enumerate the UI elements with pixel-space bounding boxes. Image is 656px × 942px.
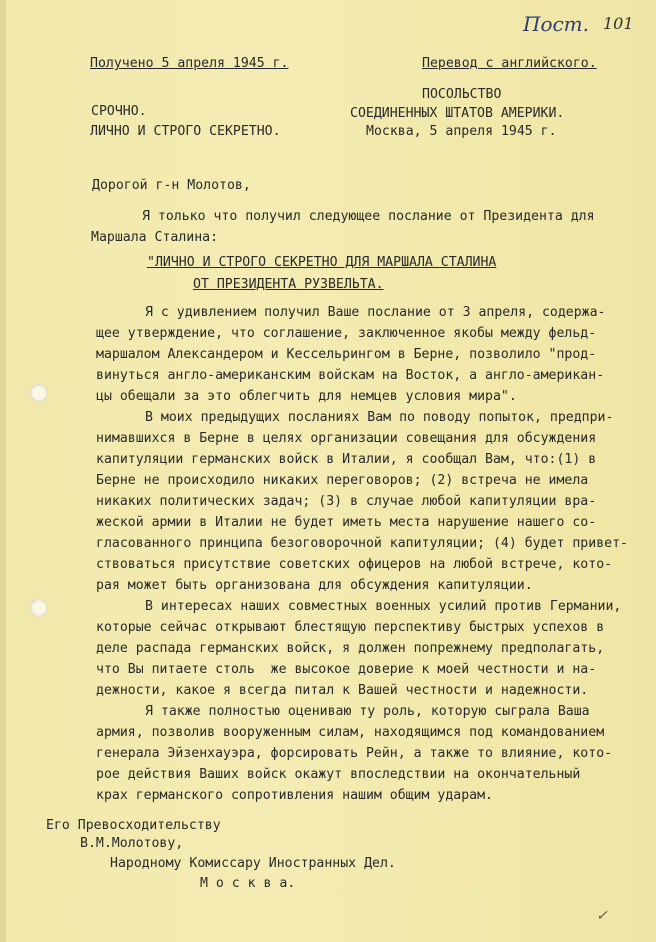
body-line: Я также полностью оцениваю ту роль, которую сыграла Ваша (145, 704, 590, 719)
body-line: никаких политических задач; (3) в случае любой капитуляции вра- (96, 494, 597, 509)
page-number: 101 (603, 14, 634, 33)
translation-note: Перевод с английского. (422, 56, 597, 71)
body-line: которые сейчас открывают блестящую перспективу быстрых успехов в (96, 620, 605, 635)
classification-label: ЛИЧНО И СТРОГО СЕКРЕТНО. (90, 124, 281, 139)
body-line: дежности, какое я всегда питал к Вашей честности и надежности. (96, 683, 589, 698)
body-line: маршалом Александером и Кессельрингом в Берне, позволило "прод- (96, 347, 597, 362)
body-line: что Вы питаете столь же высокое доверие к моей честности и на- (96, 662, 597, 677)
body-line: нимавшихся в Берне в целях организации совещания для обсуждения (96, 431, 597, 446)
body-line: Я с удивлением получил Ваше послание от 3 апреля, содержа- (145, 305, 606, 320)
handwritten-note: Пост. (523, 12, 590, 36)
addressee-line: Его Превосходительству (46, 818, 221, 833)
salutation: Дорогой г-н Молотов, (92, 178, 251, 193)
body-line: винуться англо-американским войскам на Восток, а англо-американ- (96, 368, 605, 383)
body-line: Берне не происходило никаких переговоров; (2) встреча не имела (96, 473, 589, 488)
check-mark: ✓ (596, 908, 608, 924)
punch-hole-top (30, 384, 48, 402)
embassy-name-line1: ПОСОЛЬСТВО (422, 87, 502, 102)
embassy-name-line2: СОЕДИНЕННЫХ ШТАТОВ АМЕРИКИ. (350, 106, 565, 121)
body-line: генерала Эйзенхауэра, форсировать Рейн, а также то влияние, кото- (96, 746, 613, 761)
message-title-line: ОТ ПРЕЗИДЕНТА РУЗВЕЛЬТА. (193, 277, 384, 292)
addressee-city: М о с к в а. (200, 876, 296, 891)
addressee-line: В.М.Молотову, (80, 836, 184, 851)
page-edge (0, 0, 6, 942)
message-title-line: "ЛИЧНО И СТРОГО СЕКРЕТНО ДЛЯ МАРШАЛА СТАЛИНА (147, 255, 497, 270)
addressee-line: Народному Комиссару Иностранных Дел. (110, 856, 396, 871)
body-line: В моих предыдущих посланиях Вам по поводу попыток, предпри- (145, 410, 614, 425)
urgent-label: СРОЧНО. (91, 104, 147, 119)
body-line: В интересах наших совместных военных усилий против Германии, (145, 599, 622, 614)
body-line: деле распада германских войск, я должен попрежнему предполагать, (96, 641, 605, 656)
body-line: рая может быть организована для обсуждения капитуляции. (96, 578, 533, 593)
body-line: ствоваться присутствие советских офицеров на любой встрече, кото- (96, 557, 613, 572)
body-line: капитуляции германских войск в Италии, я сообщал Вам, что:(1) в (96, 452, 597, 467)
body-line: цы обещали за это облегчить для немцев условия мира". (96, 389, 517, 404)
body-line: гласованного принципа безоговорочной капитуляции; (4) будет привет- (96, 536, 628, 551)
body-line: рое действия Ваших войск окажут впоследствии на окончательный (96, 767, 581, 782)
intro-line: Я только что получил следующее послание от Президента для (142, 209, 595, 224)
body-line: армия, позволив вооруженным силам, находящимся под командованием (96, 725, 605, 740)
body-line: крах германского сопротивления нашим общим ударам. (96, 788, 493, 803)
place-and-date: Москва, 5 апреля 1945 г. (366, 124, 557, 139)
punch-hole-bottom (30, 599, 48, 617)
body-line: жеской армии в Италии не будет иметь места нарушение нашего со- (96, 515, 597, 530)
received-date: Получено 5 апреля 1945 г. (90, 56, 289, 71)
body-line: щее утверждение, что соглашение, заключенное якобы между фельд- (96, 326, 597, 341)
intro-line: Маршала Сталина: (91, 230, 219, 245)
